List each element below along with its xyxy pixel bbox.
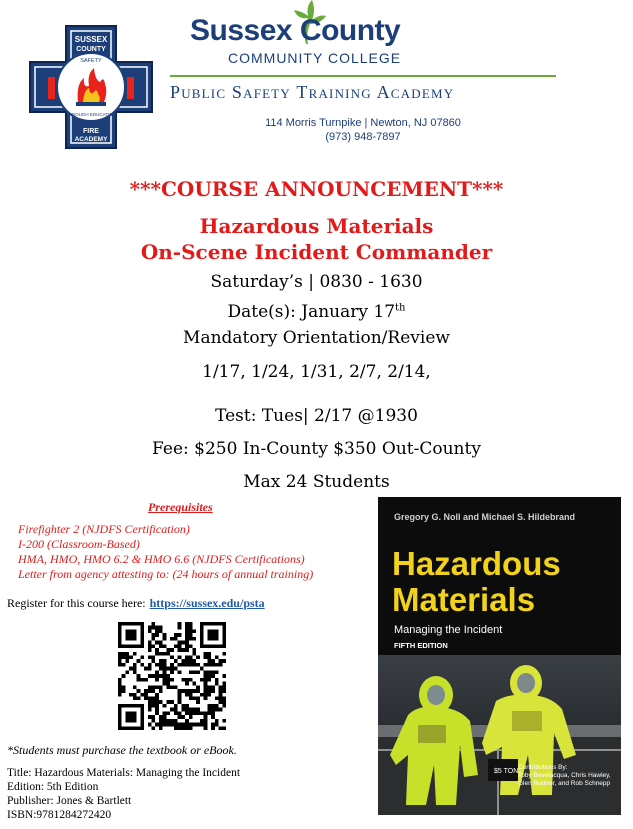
academy-name: Public Safety Training Academy bbox=[170, 82, 455, 102]
registration-qr-code[interactable] bbox=[118, 622, 226, 730]
register-label: Register for this course here: bbox=[7, 596, 146, 610]
badge-text-academy: ACADEMY bbox=[74, 136, 108, 143]
badge-text-sussex: SUSSEX bbox=[74, 35, 108, 44]
cover-contrib-line1: Toby Bevelacqua, Chris Hawley, bbox=[518, 772, 611, 779]
academy-address: 114 Morris Turnpike | Newton, NJ 07860 bbox=[265, 117, 461, 129]
textbook-cover bbox=[378, 497, 621, 815]
cover-title-line2: Materials bbox=[392, 581, 536, 618]
prerequisite-item: Letter from agency attesting to: (24 hours of annual training) bbox=[18, 567, 314, 581]
course-schedule: Saturday’s | 0830 - 1630 bbox=[210, 272, 423, 292]
prerequisite-item: HMA, HMO, HMO 6.2 & HMO 6.6 (NJDFS Certifications) bbox=[18, 552, 305, 566]
cover-title-line1: Hazardous bbox=[392, 545, 561, 582]
cover-subtitle: Managing the Incident bbox=[394, 624, 503, 636]
register-link[interactable]: https://sussex.edu/psta bbox=[149, 596, 265, 610]
textbook-note: *Students must purchase the textbook or eBook. bbox=[7, 743, 237, 757]
college-subtitle: COMMUNITY COLLEGE bbox=[228, 50, 402, 66]
textbook-isbn: ISBN:9781284272420 bbox=[7, 809, 112, 821]
cover-hazmat-photo bbox=[378, 655, 621, 815]
cover-contributors bbox=[518, 764, 611, 788]
cover-authors: Gregory G. Noll and Michael S. Hildebrand bbox=[394, 512, 576, 522]
course-fee: Fee: $250 In-County $350 Out-County bbox=[152, 439, 481, 459]
max-students: Max 24 Students bbox=[243, 472, 390, 492]
prerequisite-item: Firefighter 2 (NJDFS Certification) bbox=[18, 522, 190, 536]
cover-edition: FIFTH EDITION bbox=[394, 641, 448, 650]
course-start-date bbox=[0, 302, 633, 322]
header-divider bbox=[170, 75, 556, 77]
register-line bbox=[7, 596, 265, 611]
course-dates-list: 1/17, 1/24, 1/31, 2/7, 2/14, bbox=[202, 362, 431, 382]
cover-contrib-line2: Glen Rudner, and Rob Schnepp bbox=[518, 780, 611, 787]
badge-text-county: COUNTY bbox=[76, 46, 106, 53]
textbook-edition: Edition: 5th Edition bbox=[7, 781, 99, 793]
academy-phone: (973) 948-7897 bbox=[325, 131, 401, 143]
badge-text-fire: FIRE bbox=[83, 128, 99, 135]
cover-truck-label: $5 TON bbox=[494, 768, 519, 775]
badge-text-education: THROUGH EDUCATION bbox=[65, 112, 117, 117]
college-name: Sussex County bbox=[190, 14, 401, 47]
prerequisites-heading: Prerequisites bbox=[148, 500, 213, 514]
orientation-note: Mandatory Orientation/Review bbox=[183, 328, 450, 348]
course-title-line2: On-Scene Incident Commander bbox=[140, 240, 493, 264]
textbook-publisher: Publisher: Jones & Bartlett bbox=[7, 795, 132, 807]
test-date: Test: Tues| 2/17 @1930 bbox=[215, 406, 418, 426]
cover-contrib-label: Contributions By: bbox=[518, 764, 568, 771]
badge-text-safety: SAFETY bbox=[80, 58, 102, 64]
start-date-text: Date(s): January 17 bbox=[227, 302, 396, 322]
textbook-title: Title: Hazardous Materials: Managing the Incident bbox=[7, 767, 241, 779]
course-title-line1: Hazardous Materials bbox=[199, 214, 434, 238]
fire-academy-badge bbox=[26, 22, 156, 152]
start-date-suffix: th bbox=[395, 302, 406, 314]
prerequisite-item: I-200 (Classroom-Based) bbox=[18, 537, 140, 551]
announcement-heading: ***COURSE ANNOUNCEMENT*** bbox=[129, 177, 504, 201]
